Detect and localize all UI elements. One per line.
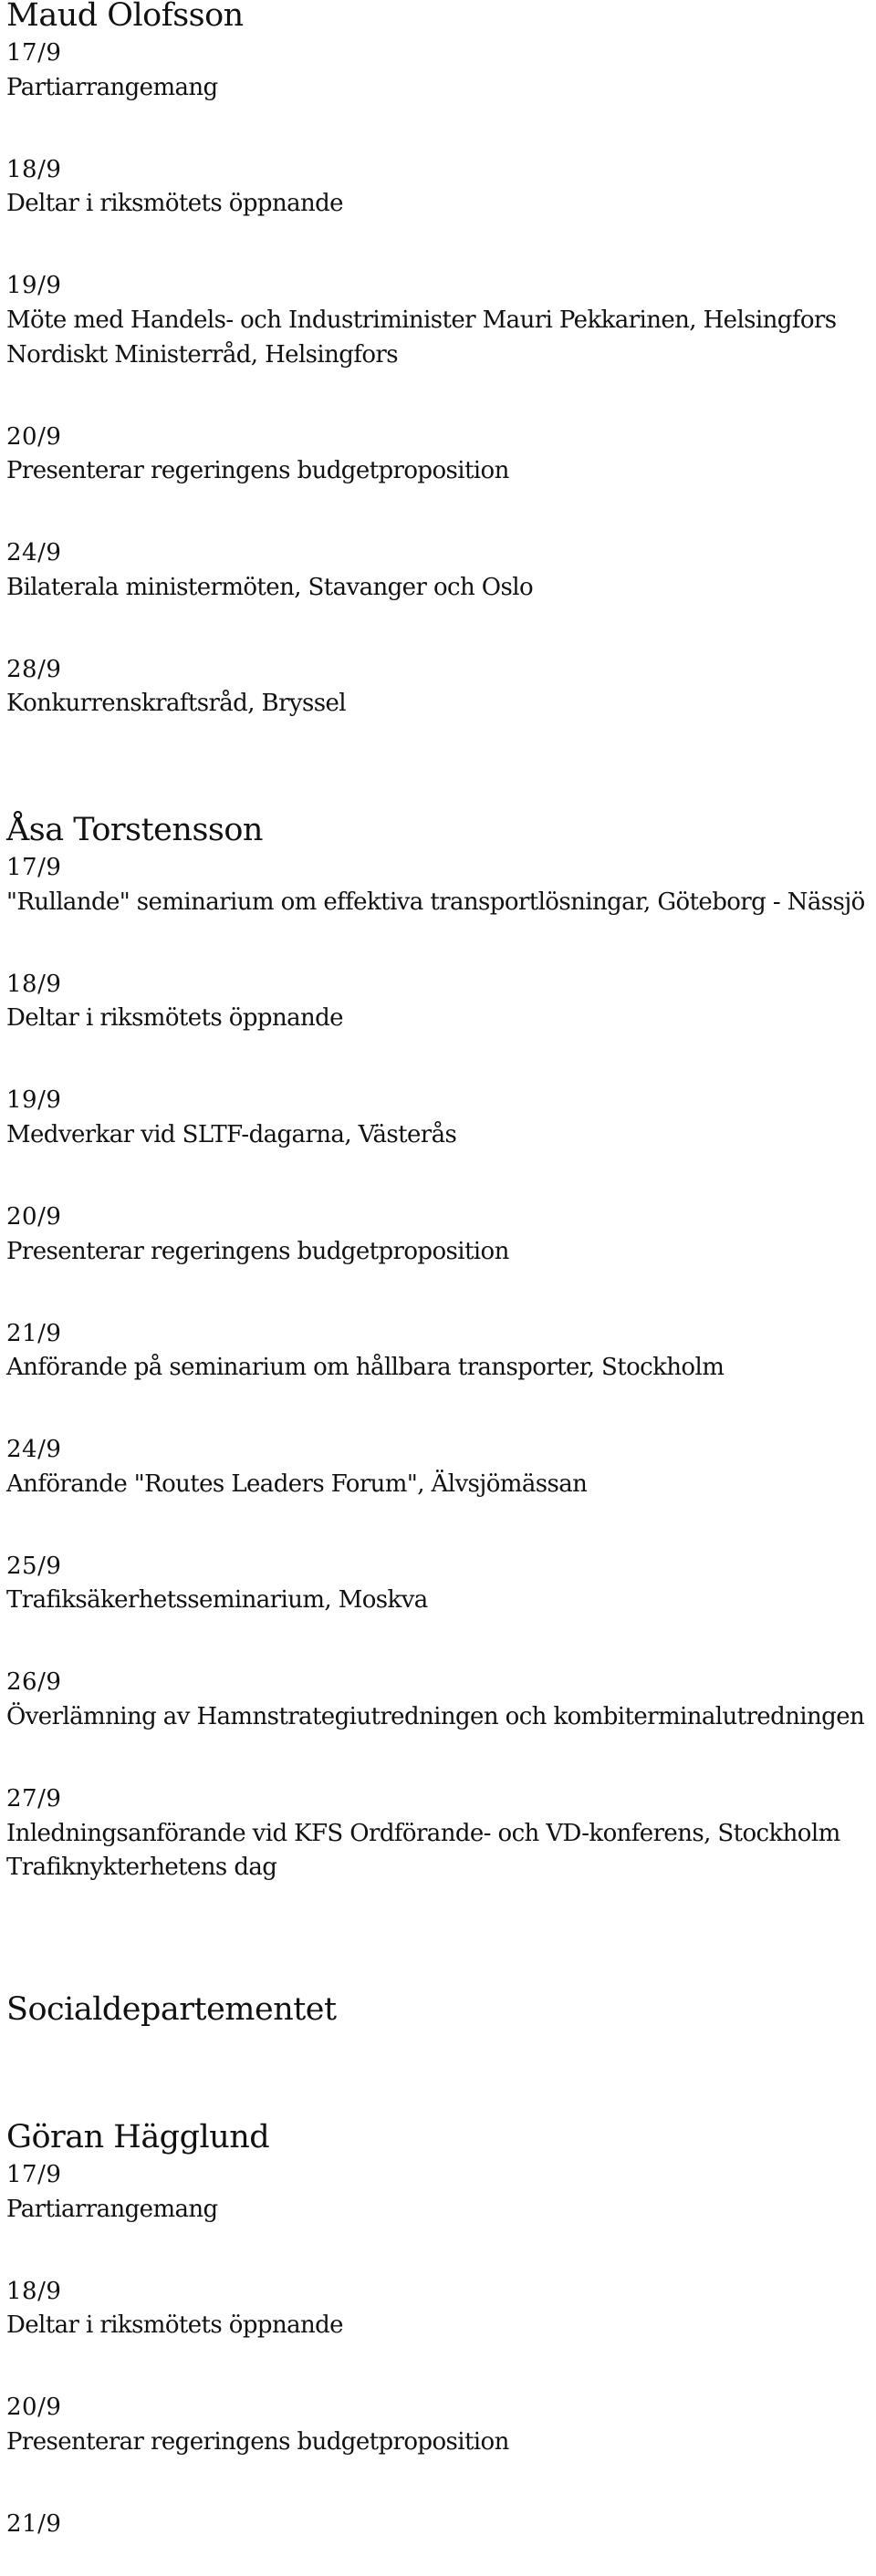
entry-item: Nordiskt Ministerråd, Helsingfors (6, 340, 398, 369)
entry-item: Anförande på seminarium om hållbara transporter, Stockholm (6, 1354, 725, 1382)
entry-item: Presenterar regeringens budgetproposition (6, 2427, 509, 2456)
entry-date: 20/9 (6, 422, 62, 451)
entry-item: Partiarrangemang (6, 2195, 218, 2223)
department-heading: Socialdepartementet (6, 1991, 337, 2028)
entry-date: 21/9 (6, 1319, 62, 1347)
entry-item: Deltar i riksmötets öppnande (6, 190, 343, 218)
entry-date: 26/9 (6, 1668, 62, 1697)
entry-date: 19/9 (6, 272, 62, 300)
entry-item: Anförande "Routes Leaders Forum", Älvsjömässan (6, 1470, 588, 1498)
entry-date: 25/9 (6, 1552, 62, 1580)
entry-item: Presenterar regeringens budgetproposition (6, 457, 509, 485)
entry-item: Deltar i riksmötets öppnande (6, 1004, 343, 1033)
entry-item: Presenterar regeringens budgetproposition (6, 1237, 509, 1265)
entry-date: 18/9 (6, 2277, 62, 2305)
entry-date: 17/9 (6, 854, 62, 882)
entry-date: 28/9 (6, 655, 62, 683)
entry-item: Trafiknykterhetens dag (6, 1854, 277, 1882)
entry-item: Medverkar vid SLTF-dagarna, Västerås (6, 1121, 457, 1148)
entry-date: 24/9 (6, 539, 62, 567)
entry-item: Deltar i riksmötets öppnande (6, 2311, 343, 2340)
entry-item: "Rullande" seminarium om effektiva transportlösningar, Göteborg - Nässjö (6, 888, 865, 916)
entry-date: 17/9 (6, 2161, 62, 2188)
person-name: Maud Olofsson (6, 0, 244, 34)
entry-date: 27/9 (6, 1784, 62, 1813)
entry-date: 18/9 (6, 970, 62, 998)
person-name: Åsa Torstensson (6, 812, 263, 849)
entry-item: Konkurrenskraftsråd, Bryssel (6, 690, 346, 718)
entry-date: 19/9 (6, 1086, 62, 1115)
entry-item: Inledningsanförande vid KFS Ordförande- och VD-konferens, Stockholm (6, 1819, 840, 1847)
entry-date: 18/9 (6, 155, 62, 183)
entry-date: 24/9 (6, 1436, 62, 1464)
entry-item: Möte med Handels- och Industriminister Mauri Pekkarinen, Helsingfors (6, 306, 837, 334)
entry-item: Bilaterala ministermöten, Stavanger och Oslo (6, 573, 534, 601)
entry-item: Partiarrangemang (6, 73, 218, 101)
entry-item: Överlämning av Hamnstrategiutredningen och kombiterminalutredningen (6, 1703, 865, 1730)
entry-date: 20/9 (6, 1202, 62, 1231)
entry-date: 17/9 (6, 39, 62, 67)
entry-item: Trafiksäkerhetsseminarium, Moskva (6, 1586, 428, 1615)
entry-date: 21/9 (6, 2509, 62, 2538)
person-name: Göran Hägglund (6, 2119, 270, 2155)
entry-date: 20/9 (6, 2394, 62, 2422)
